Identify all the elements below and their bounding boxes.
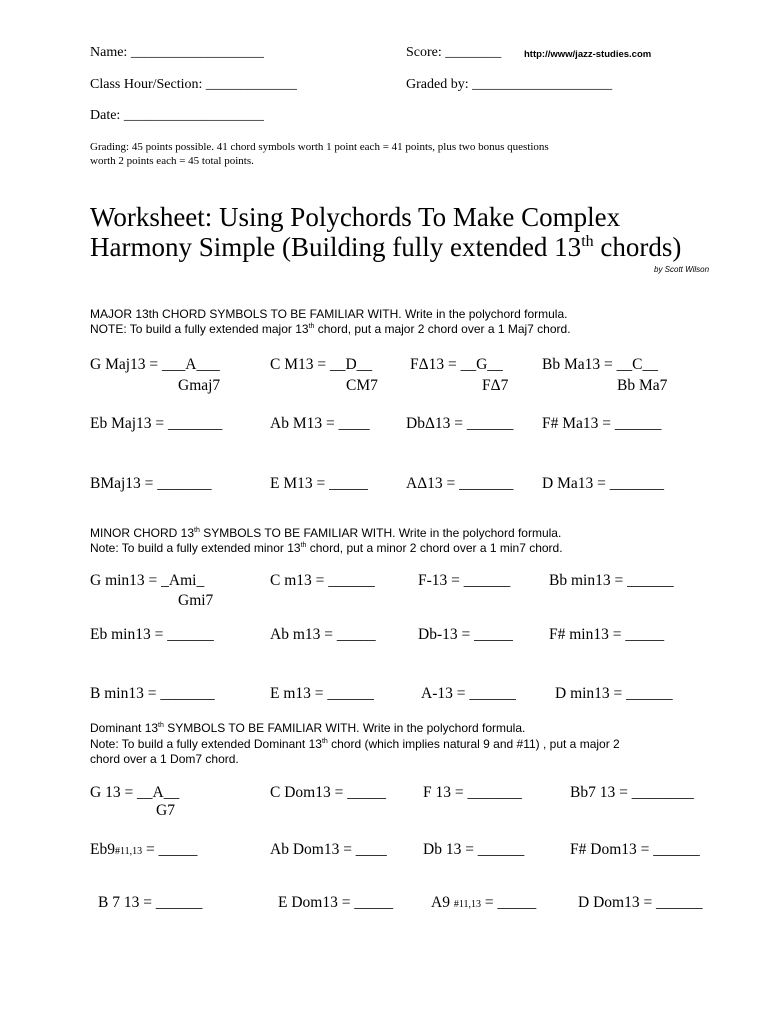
title-line-2 [90, 232, 681, 262]
minor-r1-c3[interactable]: F-13 = ______ [418, 572, 511, 589]
dominant-r3-c3[interactable] [431, 894, 536, 912]
graded-by-field[interactable]: Graded by: ____________________ [406, 77, 613, 92]
minor-r1-c1-bottom: Gmi7 [178, 592, 214, 609]
dominant-r3-c3-blank: = _____ [480, 894, 537, 911]
dominant-r1-c1[interactable]: G 13 = __A__ [90, 784, 180, 801]
major-r1-c3-bottom: FΔ7 [482, 377, 509, 394]
dominant-r2-c2[interactable]: Ab Dom13 = ____ [270, 841, 387, 858]
major-r1-c1[interactable]: G Maj13 = ___A___ [90, 356, 220, 373]
major-intro-2-end: chord, put a major 2 chord over a 1 Maj7 chord. [314, 322, 571, 336]
name-field[interactable]: Name: ___________________ [90, 45, 264, 60]
dominant-intro-1-end: SYMBOLS TO BE FAMILIAR WITH. Write in the polychord formula. [163, 721, 526, 735]
minor-r3-c2[interactable]: E m13 = ______ [270, 685, 374, 702]
minor-r1-c4[interactable]: Bb min13 = ______ [549, 572, 674, 589]
title-line-2-end: chords) [593, 232, 682, 262]
major-r2-c2[interactable]: Ab M13 = ____ [270, 415, 370, 432]
dominant-r2-c1-blank: = _____ [142, 841, 198, 858]
title-line-1: Worksheet: Using Polychords To Make Complex [90, 202, 621, 232]
minor-r3-c4[interactable]: D min13 = ______ [555, 685, 673, 702]
dominant-r3-c4[interactable]: D Dom13 = ______ [578, 894, 703, 911]
major-intro-2 [90, 322, 571, 337]
grading-line-1: Grading: 45 points possible. 41 chord symbols worth 1 point each = 41 points, plus two bonus questions [90, 141, 549, 153]
byline: by Scott Wilson [654, 265, 710, 274]
dominant-intro-3: chord over a 1 Dom7 chord. [90, 752, 239, 766]
major-r1-c1-bottom: Gmaj7 [178, 377, 221, 394]
dominant-r1-c1-bottom: G7 [156, 802, 175, 819]
major-r1-c4[interactable]: Bb Ma13 = __C__ [542, 356, 658, 373]
major-r2-c1[interactable]: Eb Maj13 = _______ [90, 415, 223, 432]
dominant-r2-c3[interactable]: Db 13 = ______ [423, 841, 525, 858]
major-r3-c2[interactable]: E M13 = _____ [270, 475, 368, 492]
grading-line-2: worth 2 points each = 45 total points. [90, 155, 254, 167]
minor-r2-c3[interactable]: Db-13 = _____ [418, 626, 513, 643]
major-r1-c3[interactable]: FΔ13 = __G__ [410, 356, 503, 373]
minor-intro-1-text: MINOR CHORD 13 [90, 526, 195, 540]
major-intro-1: MAJOR 13th CHORD SYMBOLS TO BE FAMILIAR WITH. Write in the polychord formula. [90, 307, 568, 321]
major-r2-c3[interactable]: DbΔ13 = ______ [406, 415, 514, 432]
minor-r3-c3[interactable]: A-13 = ______ [421, 685, 516, 702]
major-intro-2-text: NOTE: To build a fully extended major 13 [90, 322, 309, 336]
minor-intro-2-text: Note: To build a fully extended minor 13 [90, 541, 301, 555]
major-r3-c3[interactable]: AΔ13 = _______ [406, 475, 514, 492]
score-field[interactable]: Score: ________ [406, 45, 502, 60]
dominant-intro-2 [90, 737, 620, 752]
dominant-r3-c1[interactable]: B 7 13 = ______ [98, 894, 203, 911]
minor-r3-c1[interactable]: B min13 = _______ [90, 685, 215, 702]
title-superscript: th [581, 233, 594, 250]
minor-r1-c2[interactable]: C m13 = ______ [270, 572, 375, 589]
dominant-r1-c2[interactable]: C Dom13 = _____ [270, 784, 386, 801]
major-intro-2-sup: th [308, 323, 315, 330]
dominant-r2-c1-alt: #11,13 [114, 846, 143, 857]
dominant-r2-c1-root: Eb9 [90, 841, 115, 858]
minor-r1-c1[interactable]: G min13 = _Ami_ [90, 572, 205, 589]
dominant-intro-2-sup: th [321, 738, 328, 745]
dominant-r1-c3[interactable]: F 13 = _______ [423, 784, 522, 801]
dominant-intro-1-text: Dominant 13 [90, 721, 159, 735]
minor-r2-c1[interactable]: Eb min13 = ______ [90, 626, 214, 643]
minor-intro-2-end: chord, put a minor 2 chord over a 1 min7 chord. [306, 541, 563, 555]
minor-intro-1-end: SYMBOLS TO BE FAMILIAR WITH. Write in the polychord formula. [199, 526, 562, 540]
minor-intro-2 [90, 541, 563, 556]
dominant-intro-2-end: chord (which implies natural 9 and #11) , put a major 2 [327, 737, 620, 751]
dominant-r3-c3-root: A9 [431, 894, 454, 911]
dominant-r1-c4[interactable]: Bb7 13 = ________ [570, 784, 694, 801]
dominant-r2-c1[interactable] [90, 841, 197, 859]
title-line-2-text: Harmony Simple (Building fully extended 13 [90, 232, 582, 262]
dominant-intro-1 [90, 721, 525, 736]
major-r3-c1[interactable]: BMaj13 = _______ [90, 475, 212, 492]
dominant-r3-c3-alt: #11,13 [453, 899, 481, 910]
minor-intro-1 [90, 526, 561, 541]
site-url: http://www/jazz-studies.com [524, 49, 652, 60]
minor-r2-c4[interactable]: F# min13 = _____ [549, 626, 665, 643]
dominant-r2-c4[interactable]: F# Dom13 = ______ [570, 841, 700, 858]
minor-intro-2-sup: th [300, 542, 307, 549]
minor-r2-c2[interactable]: Ab m13 = _____ [270, 626, 376, 643]
dominant-intro-2-text: Note: To build a fully extended Dominant 13 [90, 737, 322, 751]
major-r2-c4[interactable]: F# Ma13 = ______ [542, 415, 662, 432]
major-r3-c4[interactable]: D Ma13 = _______ [542, 475, 664, 492]
major-r1-c2-bottom: CM7 [346, 377, 378, 394]
date-field[interactable]: Date: ____________________ [90, 108, 264, 123]
dominant-r3-c2[interactable]: E Dom13 = _____ [278, 894, 394, 911]
minor-intro-1-sup: th [194, 527, 200, 534]
major-r1-c4-bottom: Bb Ma7 [617, 377, 668, 394]
major-r1-c2[interactable]: C M13 = __D__ [270, 356, 373, 373]
dominant-intro-1-sup: th [158, 722, 164, 729]
class-hour-field[interactable]: Class Hour/Section: _____________ [90, 77, 297, 92]
